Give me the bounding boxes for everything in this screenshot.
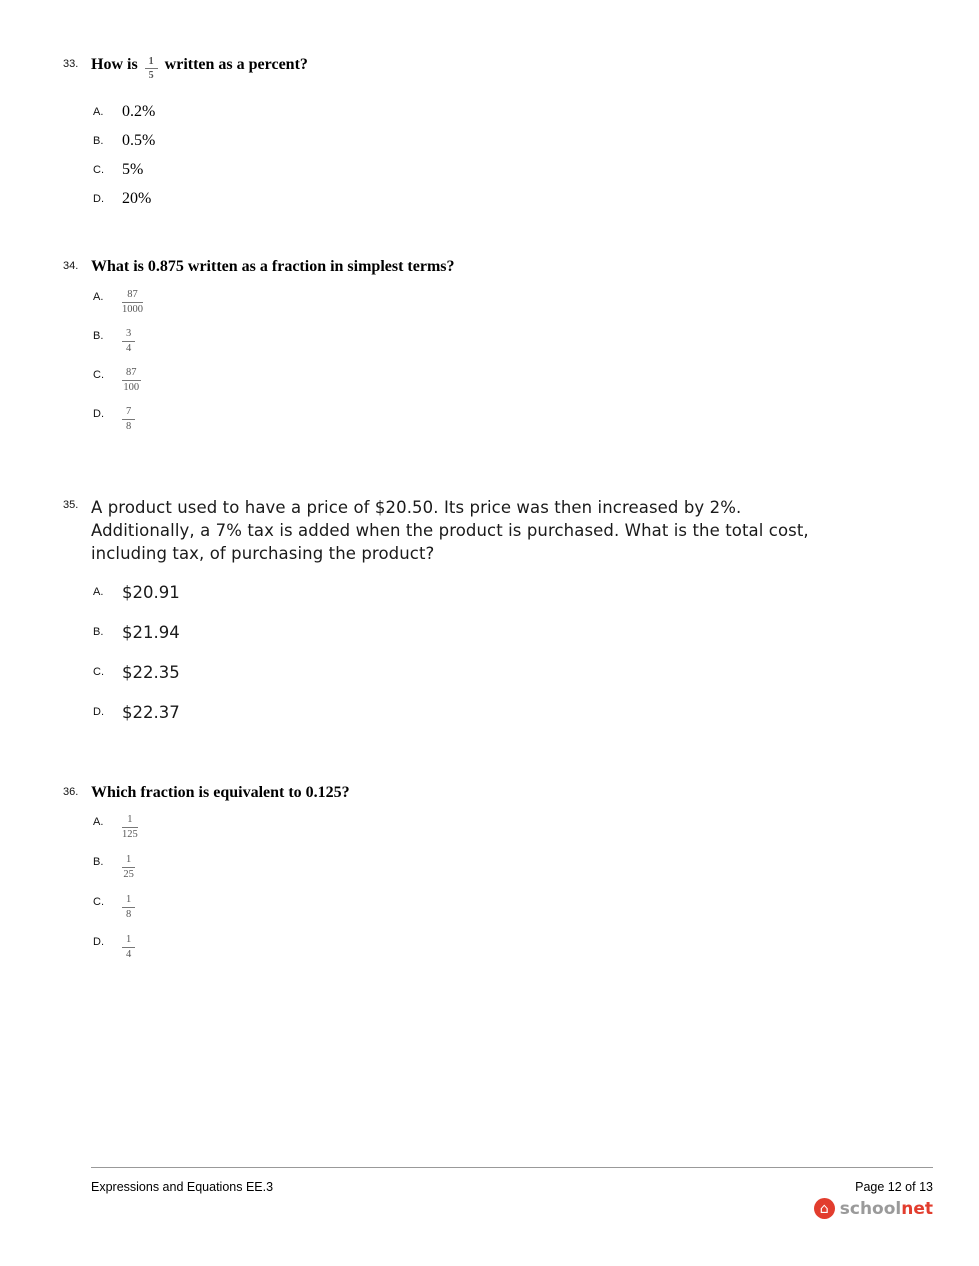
choice-c bbox=[93, 893, 933, 933]
choice-fraction bbox=[122, 289, 143, 316]
question-33 bbox=[63, 55, 933, 219]
choice-list bbox=[63, 813, 933, 973]
prompt-text-before: How is bbox=[91, 56, 138, 73]
fraction-denominator: 8 bbox=[126, 420, 132, 432]
question-prompt: Which fraction is equivalent to 0.125? bbox=[91, 783, 350, 801]
choice-letter: C. bbox=[93, 895, 104, 908]
house-icon: ⌂ bbox=[814, 1198, 835, 1219]
choice-text: $22.37 bbox=[122, 702, 180, 722]
question-36 bbox=[63, 783, 933, 973]
question-prompt bbox=[91, 55, 308, 82]
choice-fraction bbox=[122, 934, 135, 961]
fraction-numerator: 1 bbox=[145, 56, 158, 70]
choice-a bbox=[93, 583, 933, 623]
question-number: 36. bbox=[63, 785, 79, 798]
choice-letter: C. bbox=[93, 665, 104, 678]
choice-letter: D. bbox=[93, 935, 104, 948]
choice-letter: B. bbox=[93, 625, 104, 638]
fraction-denominator: 5 bbox=[148, 70, 154, 81]
choice-a bbox=[93, 103, 933, 132]
fraction-numerator: 1 bbox=[122, 934, 135, 948]
choice-text: 0.2% bbox=[122, 102, 156, 120]
choice-c bbox=[93, 663, 933, 703]
choice-text: 0.5% bbox=[122, 131, 156, 149]
question-number: 35. bbox=[63, 498, 79, 511]
question-prompt: What is 0.875 written as a fraction in simplest terms? bbox=[91, 257, 455, 275]
choice-fraction bbox=[122, 328, 135, 355]
fraction-denominator: 1000 bbox=[122, 303, 143, 315]
fraction-numerator: 87 bbox=[122, 367, 141, 381]
fraction-denominator: 25 bbox=[123, 868, 134, 880]
choice-c bbox=[93, 366, 933, 405]
choice-a bbox=[93, 288, 933, 327]
choice-d bbox=[93, 405, 933, 444]
page-number: Page 12 of 13 bbox=[855, 1180, 933, 1194]
question-prompt: A product used to have a price of $20.50. Its price was then increased by 2%. Additionally, a 7% tax is added when the product is purchased. What is the total cost, including tax, of purchasing the product? bbox=[91, 497, 809, 563]
choice-fraction bbox=[122, 814, 138, 841]
fraction-denominator: 4 bbox=[126, 948, 132, 960]
logo-text-net: net bbox=[901, 1198, 933, 1219]
choice-fraction bbox=[122, 406, 135, 433]
fraction-numerator: 1 bbox=[122, 894, 135, 908]
fraction-numerator: 1 bbox=[122, 854, 135, 868]
choice-text: $21.94 bbox=[122, 622, 180, 642]
fraction-numerator: 7 bbox=[122, 406, 135, 420]
choice-b bbox=[93, 853, 933, 893]
inline-fraction bbox=[145, 56, 158, 82]
choice-letter: D. bbox=[93, 192, 104, 205]
fraction-denominator: 125 bbox=[122, 828, 138, 840]
choice-text: $20.91 bbox=[122, 582, 180, 602]
question-number: 34. bbox=[63, 259, 79, 272]
choice-text: 5% bbox=[122, 160, 144, 178]
fraction-denominator: 4 bbox=[126, 342, 132, 354]
choice-d bbox=[93, 703, 933, 743]
choice-a bbox=[93, 813, 933, 853]
fraction-denominator: 100 bbox=[123, 381, 140, 393]
choice-letter: D. bbox=[93, 407, 104, 420]
choice-letter: C. bbox=[93, 368, 104, 381]
footer-divider bbox=[91, 1167, 933, 1168]
choice-fraction bbox=[122, 367, 141, 394]
choice-text: $22.35 bbox=[122, 662, 180, 682]
fraction-numerator: 87 bbox=[122, 289, 143, 303]
footer-standard-label: Expressions and Equations EE.3 bbox=[91, 1180, 274, 1194]
prompt-text-after: written as a percent? bbox=[164, 56, 308, 73]
choice-fraction bbox=[122, 854, 135, 881]
fraction-numerator: 1 bbox=[122, 814, 138, 828]
choice-letter: A. bbox=[93, 105, 104, 118]
schoolnet-logo bbox=[91, 1198, 933, 1219]
choice-fraction bbox=[122, 894, 135, 921]
choice-letter: A. bbox=[93, 815, 104, 828]
question-number: 33. bbox=[63, 58, 79, 70]
choice-b bbox=[93, 623, 933, 663]
footer bbox=[91, 1167, 933, 1219]
choice-list bbox=[63, 583, 933, 743]
choice-text: 20% bbox=[122, 189, 152, 207]
choice-c bbox=[93, 161, 933, 190]
choice-letter: D. bbox=[93, 705, 104, 718]
choice-letter: B. bbox=[93, 329, 104, 342]
choice-letter: B. bbox=[93, 855, 104, 868]
fraction-denominator: 8 bbox=[126, 908, 132, 920]
logo-text-school: school bbox=[839, 1198, 902, 1219]
choice-b bbox=[93, 132, 933, 161]
choice-list bbox=[63, 103, 933, 219]
choice-letter: C. bbox=[93, 163, 104, 176]
choice-list bbox=[63, 288, 933, 444]
choice-letter: A. bbox=[93, 585, 104, 598]
choice-d bbox=[93, 933, 933, 973]
fraction-numerator: 3 bbox=[122, 328, 135, 342]
choice-letter: A. bbox=[93, 290, 104, 303]
question-34 bbox=[63, 257, 933, 444]
choice-letter: B. bbox=[93, 134, 104, 147]
choice-d bbox=[93, 190, 933, 219]
question-35 bbox=[63, 496, 933, 743]
choice-b bbox=[93, 327, 933, 366]
